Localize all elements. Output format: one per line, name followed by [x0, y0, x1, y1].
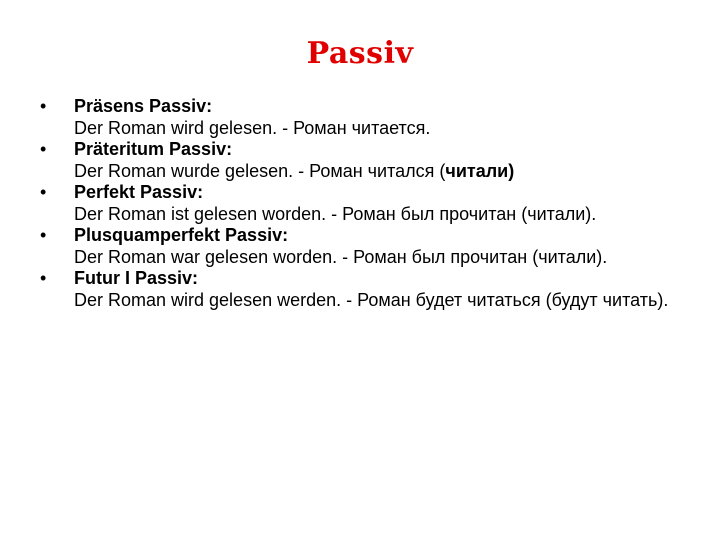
bullet-list — [40, 96, 680, 311]
item-heading: Präteritum Passiv: — [74, 139, 233, 159]
bullet-icon: • — [40, 139, 47, 159]
slide-title: Passiv — [306, 36, 414, 71]
list-item-praesens — [40, 96, 680, 139]
list-item-praeteritum — [40, 139, 680, 182]
item-example: Der Roman wird gelesen werden. - Роман будет читаться (будут читать). — [74, 289, 669, 310]
item-example-tail: ) — [508, 160, 515, 181]
bullet-icon: • — [40, 96, 47, 116]
bullet-icon: • — [40, 268, 47, 288]
item-example: Der Roman wird gelesen. - Роман читается. — [74, 117, 431, 138]
list-item-perfekt — [40, 182, 680, 225]
item-heading: Plusquamperfekt Passiv: — [74, 225, 289, 245]
item-example-text: Der Roman wurde gelesen. - Роман читался ( — [74, 160, 446, 181]
item-example-emphasis: читали — [445, 160, 509, 181]
item-example — [74, 161, 680, 183]
list-item-futur-i — [40, 268, 680, 311]
list-item-plusquamperfekt — [40, 225, 680, 268]
bullet-icon: • — [40, 182, 47, 202]
item-heading: Futur I Passiv: — [74, 268, 199, 288]
bullet-icon: • — [40, 225, 47, 245]
item-heading: Präsens Passiv: — [74, 96, 213, 116]
item-heading: Perfekt Passiv: — [74, 182, 204, 202]
item-example: Der Roman ist gelesen worden. - Роман был прочитан (читали). — [74, 203, 597, 224]
item-example: Der Roman war gelesen worden. - Роман был прочитан (читали). — [74, 246, 608, 267]
